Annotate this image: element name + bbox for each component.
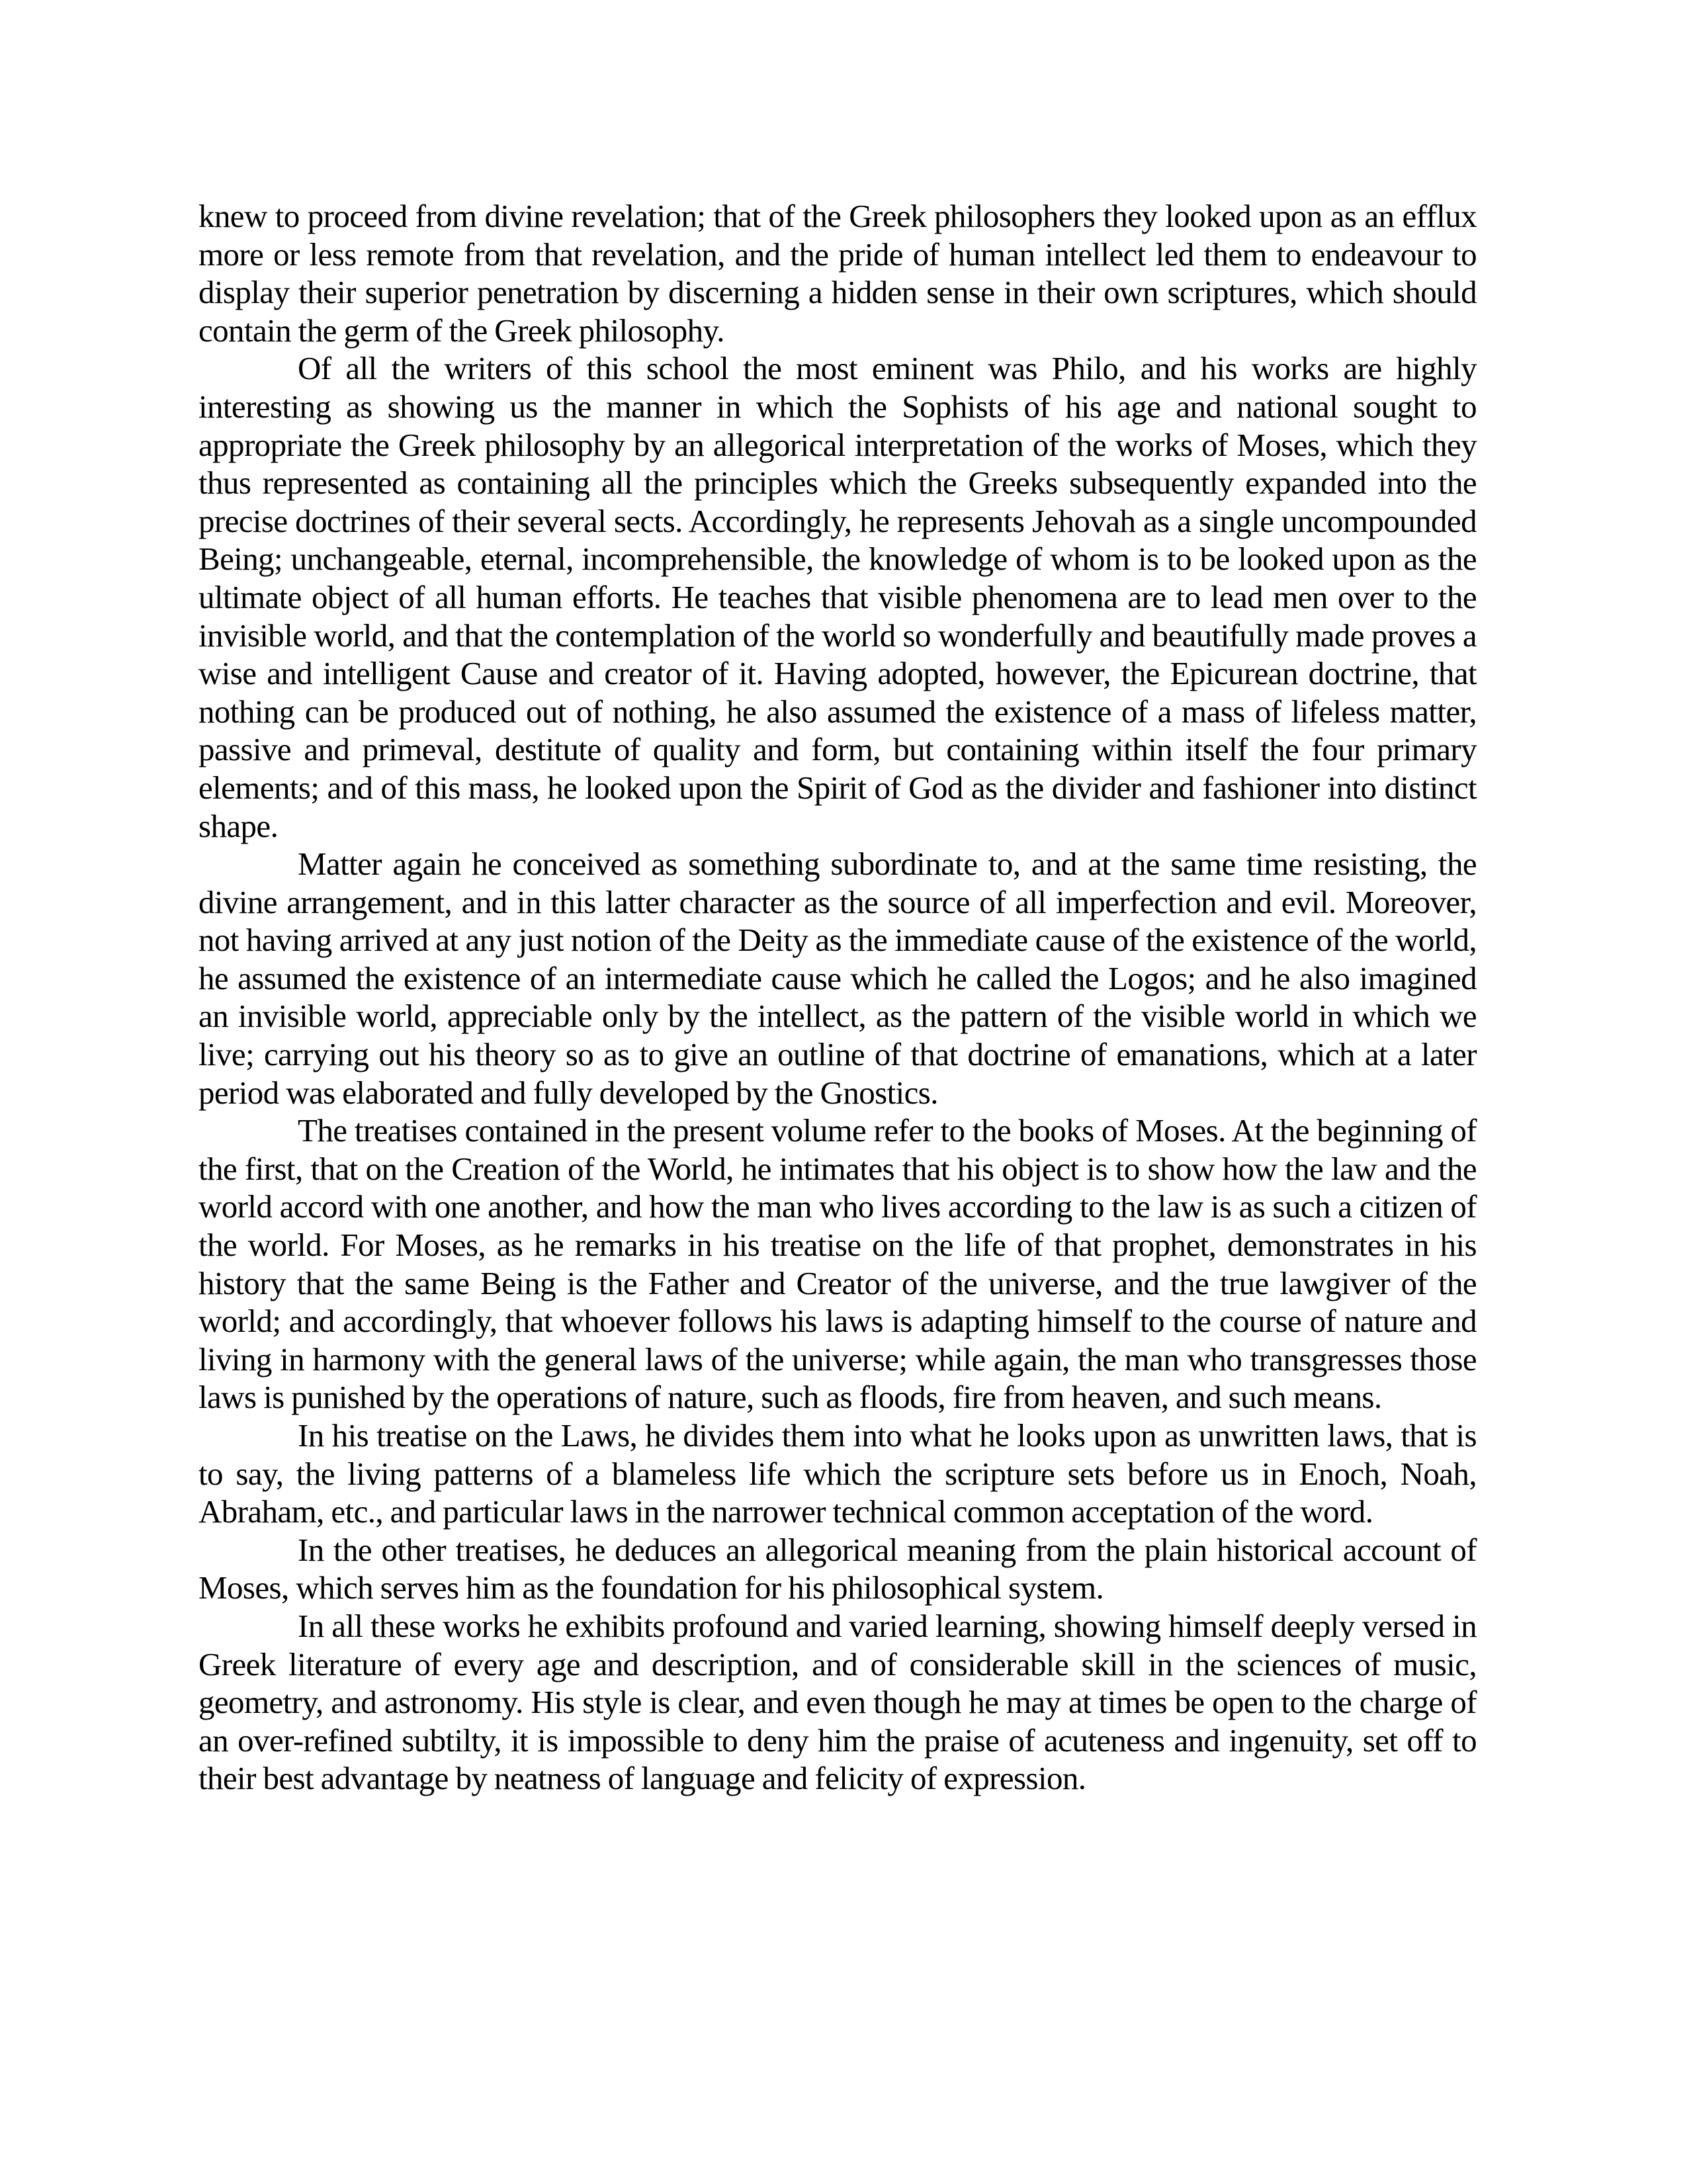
paragraph-philo-eminent: Of all the writers of this school the most eminent was Philo, and his works are highly interesting as showing us the manner in which the Sophists of his age and national sought to appropriate the Greek philosophy by an allegorical interpretation of the works of Moses, which they thus represented as containing all the principles which the Greeks subsequently expanded into the precise doctrines of their several sects. Accordingly, he represents Jehovah as a single uncompounded Being; unchangeable, eternal, incomprehensible, the knowledge of whom is to be looked upon as the ultimate object of all human efforts. He teaches that visible phenomena are to lead men over to the invisible world, and that the contemplation of the world so wonderfully and beautifully made proves a wise and intelligent Cause and creator of it. Having adopted, however, the Epicurean doctrine, that nothing can be produced out of nothing, he also assumed the existence of a mass of lifeless matter, passive and primeval, destitute of quality and form, but containing within itself the four primary elements; and of this mass, he looked upon the Spirit of God as the divider and fashioner into distinct shape. [198, 350, 1477, 844]
paragraph-treatise-on-laws: In his treatise on the Laws, he divides them into what he looks upon as unwritten laws, that is to say, the living patterns of a blameless life which the scripture sets before us in Enoch, Noah, Abraham, etc., and particular laws in the narrower technical common acceptation of the word. [198, 1417, 1477, 1530]
paragraph-matter-logos: Matter again he conceived as something subordinate to, and at the same time resisting, the divine arrangement, and in this latter character as the source of all imperfection and evil. Moreover, not having arrived at any just notion of the Deity as the immediate cause of the existence of the world, he assumed the existence of an intermediate cause which he called the Logos; and he also imagined an invisible world, appreciable only by the intellect, as the pattern of the visible world in which we live; carrying out his theory so as to give an outline of that doctrine of emanations, which at a later period was elaborated and fully developed by the Gnostics. [198, 846, 1477, 1111]
paragraph-other-treatises: In the other treatises, he deduces an allegorical meaning from the plain historical account of Moses, which serves him as the foundation for his philosophical system. [198, 1531, 1477, 1606]
paragraph-treatises-books-of-moses: The treatises contained in the present volume refer to the books of Moses. At the beginning of the first, that on the Creation of the World, he intimates that his object is to show how the law and the world accord with one another, and how the man who lives according to the law is as such a citizen of the world. For Moses, as he remarks in his treatise on the life of that prophet, demonstrates in his history that the same Being is the Father and Creator of the universe, and the true lawgiver of the world; and accordingly, that whoever follows his laws is adapting himself to the course of nature and living in harmony with the general laws of the universe; while again, the man who transgresses those laws is punished by the operations of nature, such as floods, fire from heaven, and such means. [198, 1112, 1477, 1416]
paragraph-learning-and-style: In all these works he exhibits profound and varied learning, showing himself deeply versed in Greek literature of every age and description, and of considerable skill in the sciences of music, geometry, and astronomy. His style is clear, and even though he may at times be open to the charge of an over-refined subtilty, it is impossible to deny him the praise of acuteness and ingenuity, set off to their best advantage by neatness of language and felicity of expression. [198, 1607, 1477, 1797]
document-page [198, 197, 1477, 1798]
paragraph-continued-from-previous-page: knew to proceed from divine revelation; that of the Greek philosophers they looked upon as an efflux more or less remote from that revelation, and the pride of human intellect led them to endeavour to display their superior penetration by discerning a hidden sense in their own scriptures, which should contain the germ of the Greek philosophy. [198, 198, 1477, 349]
